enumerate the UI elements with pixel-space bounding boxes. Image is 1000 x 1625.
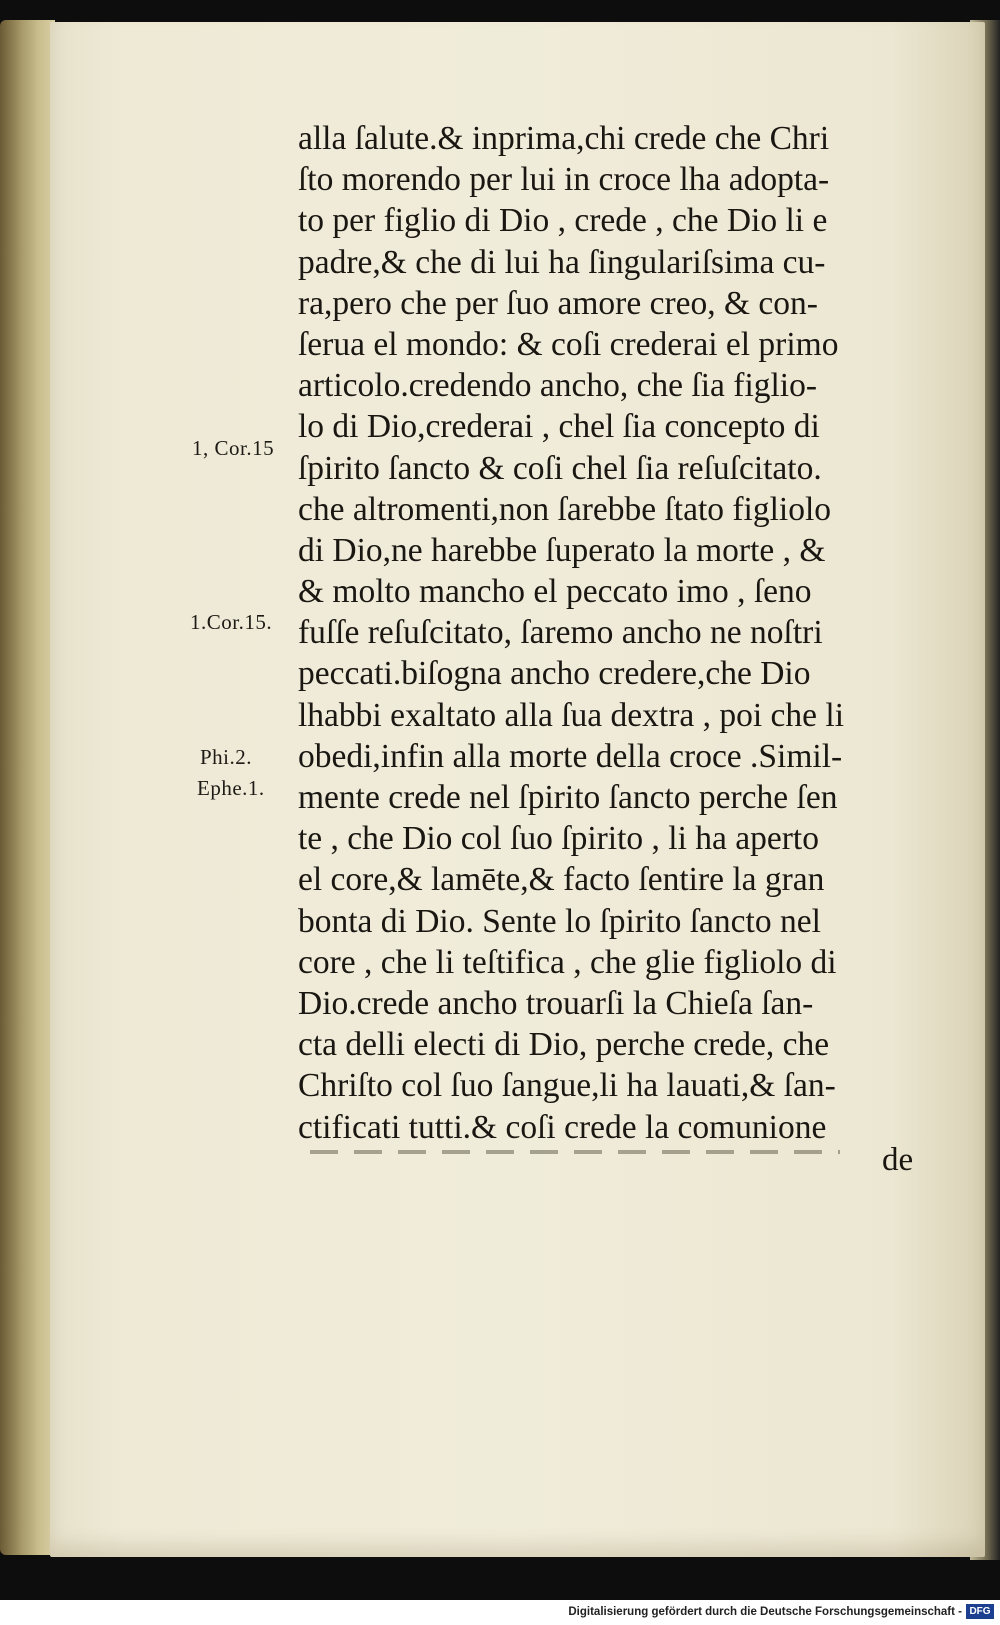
text-line: che altromenti,non ſarebbe ſtato figliolo — [298, 490, 832, 528]
text-line: ctificati tutti.& coſi crede la comunione — [298, 1108, 827, 1146]
text-line: peccati.biſogna ancho credere,che Dio — [298, 655, 811, 693]
text-line: ſpirito ſancto & coſi chel ſia reſuſcitato. — [298, 449, 822, 487]
text-line: lo di Dio,crederai , chel ſia concepto di — [298, 408, 820, 446]
text-line: el core,& lamēte,& facto ſentire la gran — [298, 861, 825, 899]
text-line: core , che li teſtifica , che glie figliolo di — [298, 943, 837, 981]
faded-dash-rule — [310, 1150, 840, 1154]
footer-credit: Digitalisierung gefördert durch die Deutsche Forschungsgemeinschaft - — [568, 1606, 962, 1618]
text-line: padre,& che di lui ha ſingulariſsima cu- — [298, 243, 826, 281]
text-line: Dio.crede ancho trouarſi la Chieſa ſan- — [298, 984, 814, 1022]
text-line: ſerua el mondo: & coſi crederai el primo — [298, 325, 839, 363]
text-line: di Dio,ne harebbe ſuperato la morte , & — [298, 531, 826, 569]
margin-note: 1.Cor.15. — [190, 610, 273, 634]
text-line: to per figlio di Dio , crede , che Dio li e — [298, 202, 828, 240]
margin-note: Ephe.1. — [197, 776, 265, 800]
text-line: lhabbi exaltato alla ſua dextra , poi che li — [298, 696, 845, 734]
text-line: Chriſto col ſuo ſangue,li ha lauati,& ſan- — [298, 1067, 836, 1105]
text-line: ra,pero che per ſuo amore creo, & con- — [298, 284, 818, 322]
text-line: te , che Dio col ſuo ſpirito , li ha aperto — [298, 820, 819, 858]
catchword: de — [882, 1142, 914, 1178]
margin-note: Phi.2. — [200, 745, 253, 769]
book-spine-edge — [0, 20, 55, 1555]
text-line: alla ſalute.& inprima,chi crede che Chri — [298, 120, 830, 157]
text-line: bonta di Dio. Sente lo ſpirito ſancto nel — [298, 902, 821, 940]
body-text — [298, 118, 938, 1148]
dfg-logo-icon: DFG — [966, 1604, 994, 1619]
text-line: ſto morendo per lui in croce lha adopta- — [298, 161, 830, 199]
text-line: fuſſe reſuſcitato, ſaremo ancho ne noſtri — [298, 614, 823, 652]
text-line: mente crede nel ſpirito ſancto perche ſen — [298, 779, 838, 816]
text-line: articolo.credendo ancho, che ſia figlio- — [298, 367, 818, 405]
text-line: obedi,infin alla morte della croce .Simil- — [298, 737, 843, 775]
text-line: cta delli electi di Dio, perche crede, che — [298, 1026, 830, 1064]
text-line: & molto mancho el peccato imo , ſeno — [298, 573, 812, 611]
margin-note: 1, Cor.15 — [192, 436, 275, 460]
